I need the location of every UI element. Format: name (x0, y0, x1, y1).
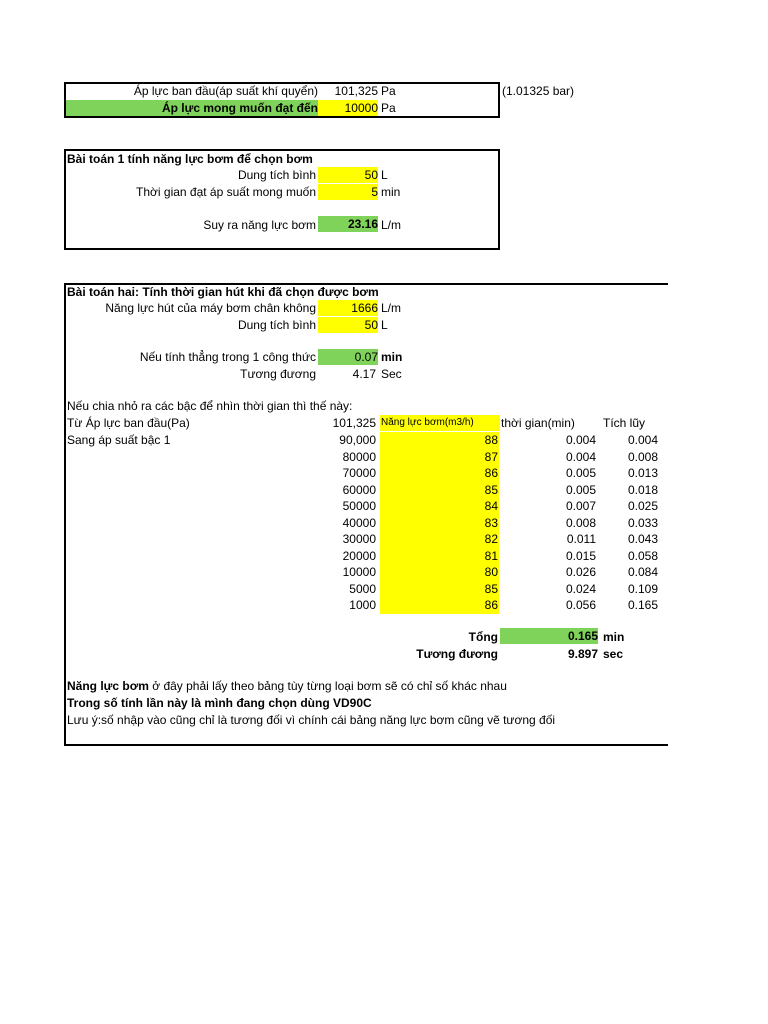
from-pressure-label: Từ Áp lực ban đầu(Pa) (67, 416, 190, 430)
step-time: 0.024 (565, 581, 596, 596)
step-pressure: 70000 (342, 466, 376, 480)
step-time: 0.004 (565, 449, 596, 464)
step-time: 0.011 (566, 532, 596, 546)
problem2-title: Bài toán hai: Tính thời gian hút khi đã chọn được bơm (67, 285, 379, 299)
target-pressure-value: 10000 (318, 100, 378, 116)
step-cumulative: 0.043 (627, 532, 658, 546)
total-equivalent-value: 9.897 (567, 647, 598, 661)
target-time-value: 5 (318, 184, 378, 200)
initial-pressure-label: Áp lực ban đầu(áp suất khí quyển) (133, 84, 318, 98)
step-cumulative: 0.109 (627, 581, 658, 596)
step-capacity: 80 (380, 564, 499, 581)
step-capacity: 88 (380, 432, 499, 449)
step-capacity: 82 (380, 531, 499, 548)
step-time: 0.008 (565, 515, 596, 530)
problem1-title: Bài toán 1 tính năng lực bơm để chọn bơm (67, 152, 313, 166)
step-time: 0.026 (565, 565, 596, 579)
pump-capacity-result-label: Suy ra năng lực bơm (203, 218, 316, 232)
step-time: 0.015 (565, 548, 596, 563)
step-capacity: 87 (380, 449, 499, 466)
suction-capacity-label: Năng lực hút của máy bơm chân không (105, 301, 316, 315)
target-pressure-label: Áp lực mong muốn đạt đến (161, 101, 318, 115)
equivalent-label: Tương đương (240, 367, 316, 381)
step-pressure: 30000 (342, 532, 376, 546)
note-pump-capacity (67, 678, 507, 694)
step-pressure: 80000 (342, 449, 376, 464)
step-capacity: 81 (380, 548, 499, 565)
step-capacity: 85 (380, 581, 499, 598)
step-cumulative: 0.058 (627, 548, 658, 563)
target-time-label: Thời gian đạt áp suất mong muốn (136, 185, 316, 199)
total-label: Tổng (468, 630, 498, 644)
step-pressure: 60000 (342, 482, 376, 497)
tank-volume-unit: L (381, 168, 388, 182)
step-capacity: 84 (380, 498, 499, 515)
step-time: 0.007 (565, 499, 596, 513)
time-column-header: thời gian(min) (501, 416, 575, 430)
target-time-unit: min (381, 185, 401, 199)
initial-pressure-note: (1.01325 bar) (502, 84, 575, 98)
step-cumulative: 0.165 (627, 598, 658, 612)
step-cumulative: 0.084 (627, 565, 658, 579)
step-cumulative: 0.013 (627, 466, 658, 480)
tank-volume-value: 50 (318, 167, 378, 183)
step-pressure: 5000 (349, 581, 376, 596)
total-equivalent-unit: sec (603, 647, 624, 661)
direct-formula-value: 0.07 (318, 349, 378, 365)
tank-volume2-unit: L (381, 318, 388, 332)
tank-volume-label: Dung tích bình (237, 168, 316, 182)
step-capacity: 86 (380, 465, 499, 482)
note-relative-values: Lưu ý:số nhập vào cũng chỉ là tương đối vì chính cái bảng năng lực bơm cũng vẽ tương đối (67, 713, 556, 727)
initial-pressure-value: 101,325 (334, 84, 378, 98)
step-cumulative: 0.008 (627, 449, 658, 464)
tank-volume2-value: 50 (318, 317, 378, 333)
equivalent-unit: Sec (381, 367, 402, 381)
total-value: 0.165 (500, 628, 598, 644)
suction-capacity-value: 1666 (318, 300, 378, 316)
note-pump-capacity-rest: ở đây phải lấy theo bảng tùy từng loại bơm sẽ có chỉ số khác nhau (148, 679, 507, 693)
step-pressure: 40000 (342, 515, 376, 530)
note-pump-capacity-bold: Năng lực bơm (67, 679, 149, 693)
step-time: 0.005 (565, 482, 596, 497)
initial-pressure-unit: Pa (381, 84, 396, 98)
equivalent-value: 4.17 (352, 367, 376, 381)
step-pressure: 20000 (342, 548, 376, 563)
step-cumulative: 0.004 (627, 433, 658, 447)
first-step-label: Sang áp suất bậc 1 (67, 433, 171, 447)
pump-capacity-result-value: 23.16 (318, 216, 378, 232)
step-capacity: 83 (380, 515, 499, 532)
pump-capacity-result-unit: L/m (381, 218, 402, 232)
step-pressure: 10000 (342, 565, 376, 579)
step-cumulative: 0.025 (627, 499, 658, 513)
capacity-column-header: Năng lực bơm(m3/h) (380, 415, 500, 431)
cumulative-column-header: Tích lũy (603, 416, 646, 430)
target-pressure-unit: Pa (381, 101, 396, 115)
total-equivalent-label: Tương đương (416, 647, 498, 661)
step-capacity: 85 (380, 482, 499, 499)
direct-formula-unit: min (381, 350, 403, 364)
suction-capacity-unit: L/m (381, 301, 402, 315)
split-intro-text: Nếu chia nhỏ ra các bậc để nhìn thời gian thì thế này: (67, 399, 353, 413)
step-capacity: 86 (380, 597, 499, 614)
step-cumulative: 0.018 (627, 482, 658, 497)
direct-formula-label: Nếu tính thẳng trong 1 công thức (139, 350, 316, 364)
tank-volume2-label: Dung tích bình (237, 318, 316, 332)
step-time: 0.056 (565, 598, 596, 612)
from-pressure-value: 101,325 (332, 416, 376, 430)
note-model-choice: Trong số tính lần này là mình đang chọn dùng VD90C (67, 696, 372, 710)
step-pressure: 1000 (349, 598, 376, 612)
step-pressure: 50000 (342, 499, 376, 513)
step-pressure: 90,000 (339, 433, 376, 447)
step-cumulative: 0.033 (627, 515, 658, 530)
step-time: 0.005 (565, 466, 596, 480)
total-unit: min (603, 630, 625, 644)
step-time: 0.004 (565, 433, 596, 447)
